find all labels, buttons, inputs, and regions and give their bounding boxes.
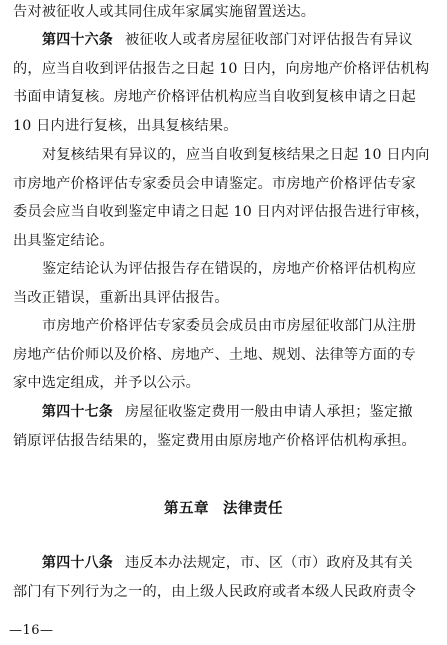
text-line: 第四十六条 被征收人或者房屋征收部门对评估报告有异议 (42, 32, 413, 48)
page-number: —16— (9, 623, 54, 638)
paragraph-correction (13, 255, 436, 312)
chapter-number: 第五章 (164, 501, 209, 517)
chapter-heading (0, 497, 447, 518)
text-line: 出具鉴定结论。 (13, 232, 114, 249)
text-line: 的，应当自收到评估报告之日起 10 日内，向房地产价格评估机构 (13, 60, 430, 77)
text-line: 告对被征收人或其同住成年家属实施留置送达。 (13, 4, 316, 20)
article-label: 第四十六条 (42, 32, 113, 48)
text-line: 销原评估报告结果的，鉴定费用由原房地产价格评估机构承担。 (13, 432, 416, 449)
text-line: 委员会应当自收到鉴定申请之日起 10 日内对评估报告进行审核， (13, 204, 430, 221)
paragraph-review-appeal (13, 141, 436, 255)
text-line: 第四十七条 房屋征收鉴定费用一般由申请人承担；鉴定撤 (42, 404, 413, 420)
paragraph-continuation (13, 0, 436, 27)
article-46 (13, 26, 436, 140)
paragraph-committee (13, 312, 436, 398)
text-line: 对复核结果有异议的，应当自收到复核结果之日起 10 日内向 (42, 147, 430, 163)
chapter-title: 法律责任 (223, 501, 283, 517)
article-48 (13, 549, 436, 606)
text-line: 家中选定组成，并予以公示。 (13, 375, 201, 392)
text-line: 鉴定结论认为评估报告存在错误的，房地产价格评估机构应 (42, 261, 417, 277)
text-line: 房地产估价师以及价格、房地产、土地、规划、法律等方面的专 (13, 346, 416, 363)
article-47 (13, 398, 436, 455)
text-line: 市房地产价格评估专家委员会成员由市房屋征收部门从注册 (42, 318, 417, 334)
text-line: 当改正错误，重新出具评估报告。 (13, 289, 229, 306)
text-line: 第四十八条 违反本办法规定，市、区（市）政府及其有关 (42, 555, 413, 571)
text-line: 书面申请复核。房地产价格评估机构应当自收到复核申请之日起 (13, 89, 416, 106)
article-label: 第四十七条 (42, 404, 113, 420)
text-line: 10 日内进行复核，出具复核结果。 (13, 117, 238, 134)
article-label: 第四十八条 (42, 555, 113, 571)
text-line: 市房地产价格评估专家委员会申请鉴定。市房地产价格评估专家 (13, 175, 416, 192)
text-line: 部门有下列行为之一的，由上级人民政府或者本级人民政府责令 (13, 583, 416, 600)
